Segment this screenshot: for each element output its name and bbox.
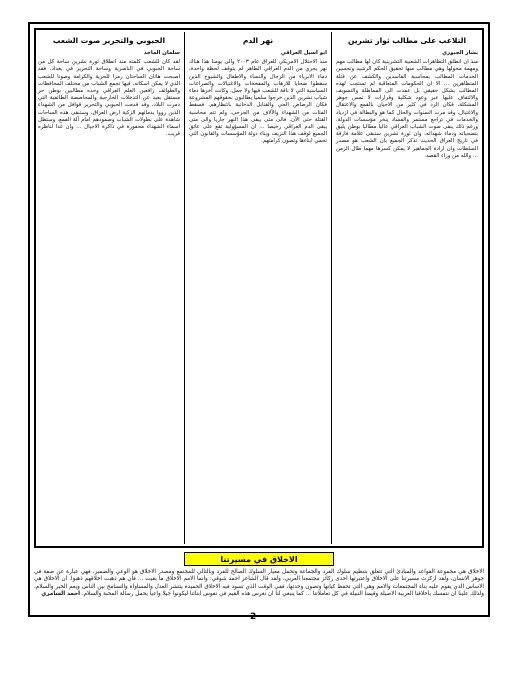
ethics-text: الاخلاق هي مجموعة القواعد والمبادئ التي تتعلق بتنظيم سلوك الفرد والجماعة وتحمل معيار السلوك الصالح للفرد وبالتالي للمجتمع ومصدر الاخلاق هو الوعي والضمير، فهي عبارة عن صفة في جوهر الانسان، ولقد اركزت مسيرتنا على الاخلاق واعتبرتها احدى ركائز مجتمعنا العربي، ولقد قال الشاعر احمد شوقي: وانما الامم الاخلاق ما بقيت ... فان هم ذهبت اخلاقهم ذهبوا. ان الاخلاق هي الاساس الذي يقوم عليه بناء المجتمعات والامم وهي التي تحفظ كيانها وتصون وحدتها، ففي الوقت الذي تسود فيه الاخلاق الحميدة ينتشر العدل والمساواة والتسامح بين الناس ويعم الخير والسلام، ولذلك علينا ان نتمسك باخلاقنا العربية الاصيلة وقيمنا النبيلة في كل تعاملاتنا ... كما ينبغي لنا ان نغرس هذه القيم في نفوس ابنائنا ليكونوا جيلا واعيا يحمل رسالة المحبة والسلام. xyxy=(34,569,484,597)
section-title: الاخلاق في مسيرتنا xyxy=(184,552,334,566)
article-author: سلمان الماجد xyxy=(143,50,180,56)
article-column-left xyxy=(34,32,184,544)
ethics-body xyxy=(34,569,484,689)
article-column-right xyxy=(332,32,482,544)
article-body: منذ ان انطلق التظاهرات الشعبية التشرينية كان لها مطالب مهم ومهمة مخولها وهي مطالب منها تحقيق الحكم الرشيد وتحسين الخدمات المطالب بمحاسبة الفاسدين والكشف عن قتلة المتظاهرين ... الا ان الحكومات المتعاقبة لم تستجب لهذه المطالب بشكل حقيقي بل عمدت الى المماطلة والتسويف والالتفاف عليها عبر وعود شكلية وقرارات لا تمس جوهر المشكلة، فكان الرد في كثير من الاحيان بالقمع والاعتقال والاغتيال، وقد مرت السنوات والحال كما هو والبطالة في ازدياد والخدمات في تراجع مستمر والفساد ينخر مؤسسات الدولة، ورغم ذلك يبقى صوت الشباب العراقي عاليا مطالبا بوطن يليق بتضحياته ودماء شهدائه، وان ثورة تشرين ستبقى علامة فارقة في تاريخ العراق الحديث تذكر الجميع بان الشعب هو مصدر السلطات وان ارادة الجماهير لا يمكن كسرها مهما طال الزمن ... والله من وراء القصد. xyxy=(336,59,478,159)
article-title: نهر الدم xyxy=(242,36,274,45)
page-number: 2 xyxy=(250,612,257,622)
page-frame xyxy=(28,22,490,617)
article-title: الحبوبي والتحرير صوت الشعب xyxy=(52,36,166,45)
article-author: ابو اسيل العراقي xyxy=(280,50,327,56)
article-column-middle xyxy=(184,32,332,544)
ethics-author: احمد السامري xyxy=(41,590,81,597)
article-title: التلاعب على مطالب ثوار تشرين xyxy=(347,36,467,45)
articles-section xyxy=(34,28,484,548)
ethics-section xyxy=(34,552,484,612)
article-author: بشار الجبوري xyxy=(442,50,478,56)
article-body: لقد كان للشعب كلمته منذ انطلاق ثورة تشرين ساحة كل من ساحة الحبوبي في الناصرية وساحة التحرير في بغداد، فقد اصبحت هاتان الساحتان رمزا للحرية والكرامة وصوتا للشعب الذي لا يمكن اسكاته، فيها تجمع الشباب من مختلف المحافظات والطوائف رافعين العلم العراقي وحده مطالبين بوطن حر مستقل بعيد عن التدخلات الخارجية والمحاصصة الطائفية التي دمرت البلاد، وقد قدمت الحبوبي والتحرير قوافل من الشهداء الذين رووا بدمائهم الزكية ارض العراق، وستبقى هذه الساحات شاهدة على بطولات الشباب وصمودهم امام آلة القمع، وستظل اسماء الشهداء محفورة في ذاكرة الاجيال ... وان غدا لناظره قريب. xyxy=(38,59,180,138)
article-body: منذ الاحتلال الامريكي للعراق عام ٢٠٠٣ والى يومنا هذا هناك نهر يجري من الدم العراقي الطاهر لم يتوقف لحظة واحدة، دماء الابرياء من الرجال والنساء والاطفال والشيوخ الذين سقطوا ضحايا للارهاب والمفخخات والاغتيالات والصراعات السياسية التي لا ناقة للشعب فيها ولا جمل، وكانت آخرها دماء شباب تشرين الذين خرجوا سلميا يطالبون بحقوقهم المشروعة فكان الرصاص الحي والقنابل الدخانية بانتظارهم، فسقط المئات من الشهداء والآلاف من الجرحى، ولم تتم محاسبة القتلة حتى الآن، فالى متى يبقى هذا النهر جاريا والى متى يبقى الدم العراقي رخيصا ... ان المسؤولية تقع على عاتق الجميع لوقف هذا النزيف وبناء دولة المؤسسات والقانون التي تحمي ابناءها وتصون كرامتهم. xyxy=(189,59,328,145)
